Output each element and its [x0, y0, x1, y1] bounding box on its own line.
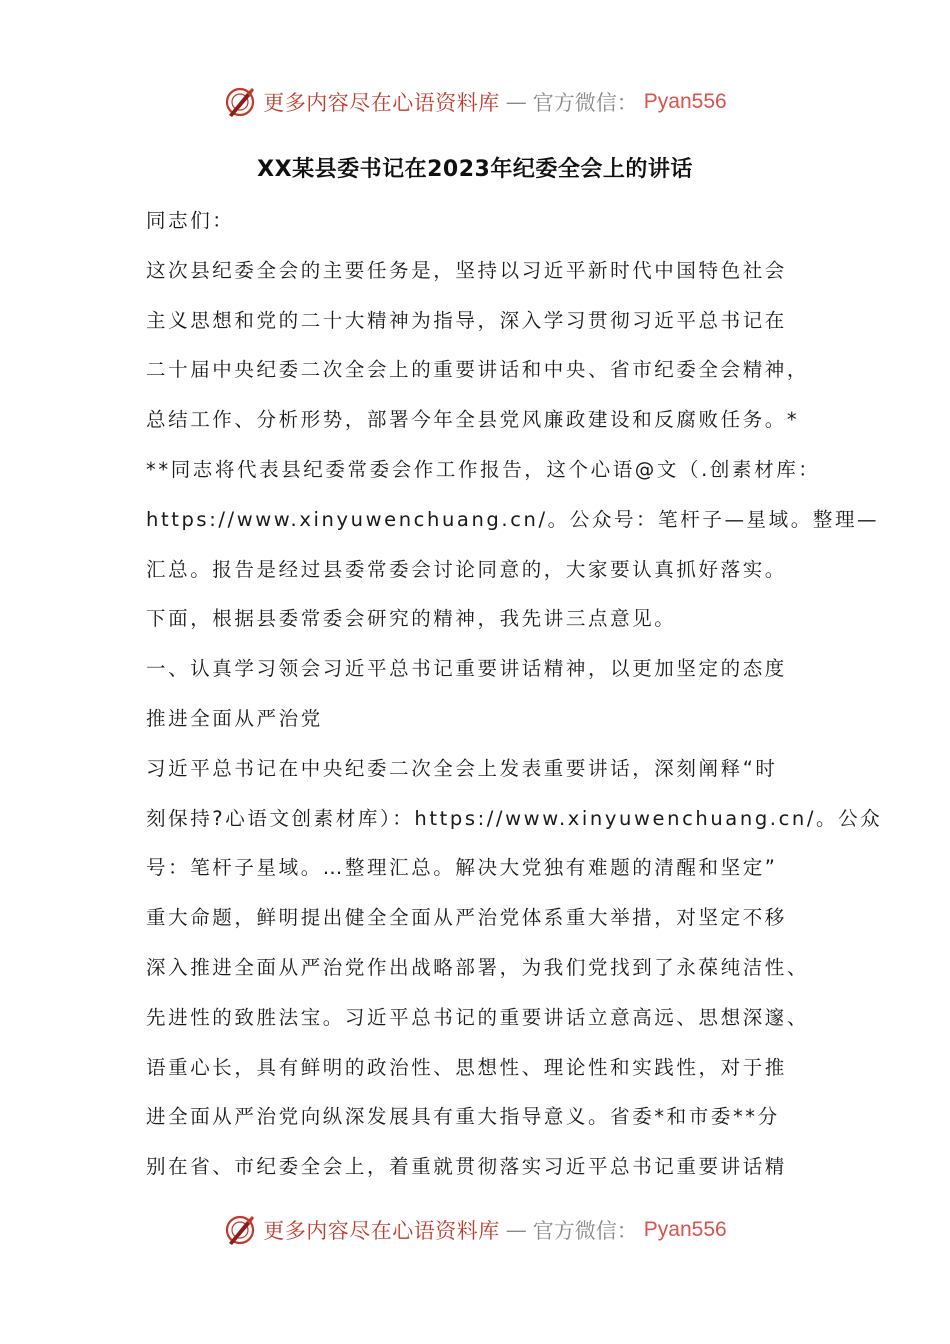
wechat-id: Pyan556: [643, 90, 727, 113]
body-line: **同志将代表县纪委常委会作工作报告，这个心语@文（.创素材库：: [146, 457, 821, 481]
body-line: 语重心长，具有鲜明的政治性、思想性、理论性和实践性，对于推: [146, 1055, 787, 1079]
body-line: 先进性的致胜法宝。习近平总书记的重要讲话立意高远、思想深邃、: [146, 1005, 810, 1029]
body-line: 汇总。报告是经过县委常委会讨论同意的，大家要认真抓好落实。: [146, 557, 787, 581]
promo-text: 更多内容尽在心语资料库: [263, 1219, 500, 1243]
pen-logo-icon: [223, 1213, 257, 1247]
body-line: 习近平总书记在中央纪委二次全会上发表重要讲话，深刻阐释“时: [146, 756, 778, 780]
promo-text: 更多内容尽在心语资料库: [263, 91, 500, 115]
wechat-label: 官方微信：: [532, 91, 638, 115]
banner-dash: —: [505, 1218, 527, 1242]
body-line: 下面，根据县委常委会研究的精神，我先讲三点意见。: [146, 607, 677, 631]
banner-dash: —: [505, 90, 527, 114]
body-line: 深入推进全面从严治党作出战略部署，为我们党找到了永葆纯洁性、: [146, 955, 810, 979]
body-line: 同志们：: [146, 209, 235, 232]
wechat-id: Pyan556: [643, 1218, 727, 1241]
document-title: XX某县委书记在2023年纪委全会上的讲话: [257, 157, 693, 182]
body-line: 主义思想和党的二十大精神为指导，深入学习贯彻习近平总书记在: [146, 308, 787, 332]
pen-logo-icon: [223, 85, 257, 119]
body-line-link: 刻保持?心语文创素材库）：https://www.xinyuwenchuang.cn/。公众: [146, 806, 883, 830]
document-body: [146, 196, 883, 1192]
body-line: 别在省、市纪委全会上，着重就贯彻落实习近平总书记重要讲话精: [146, 1155, 787, 1179]
section-heading-cont: 推进全面从严治党: [146, 706, 323, 730]
body-line: 号：笔杆子星域。…整理汇总。解决大党独有难题的清醒和坚定”: [146, 856, 778, 880]
body-line: 二十届中央纪委二次全会上的重要讲话和中央、省市纪委全会精神，: [146, 358, 810, 382]
body-line: 重大命题，鲜明提出健全全面从严治党体系重大举措，对坚定不移: [146, 906, 787, 930]
body-line-link: https://www.xinyuwenchuang.cn/。公众号：笔杆子—星域。整理—: [146, 507, 880, 531]
body-line: 总结工作、分析形势，部署今年全县党风廉政建设和反腐败任务。*: [146, 408, 800, 432]
section-heading: 一、认真学习领会习近平总书记重要讲话精神，以更加坚定的态度: [146, 657, 787, 681]
header-banner: [0, 82, 950, 122]
footer-banner: [0, 1210, 950, 1250]
body-line: 进全面从严治党向纵深发展具有重大指导意义。省委*和市委**分: [146, 1105, 780, 1129]
body-line: 这次县纪委全会的主要任务是，坚持以习近平新时代中国特色社会: [146, 258, 787, 282]
wechat-label: 官方微信：: [532, 1219, 638, 1243]
